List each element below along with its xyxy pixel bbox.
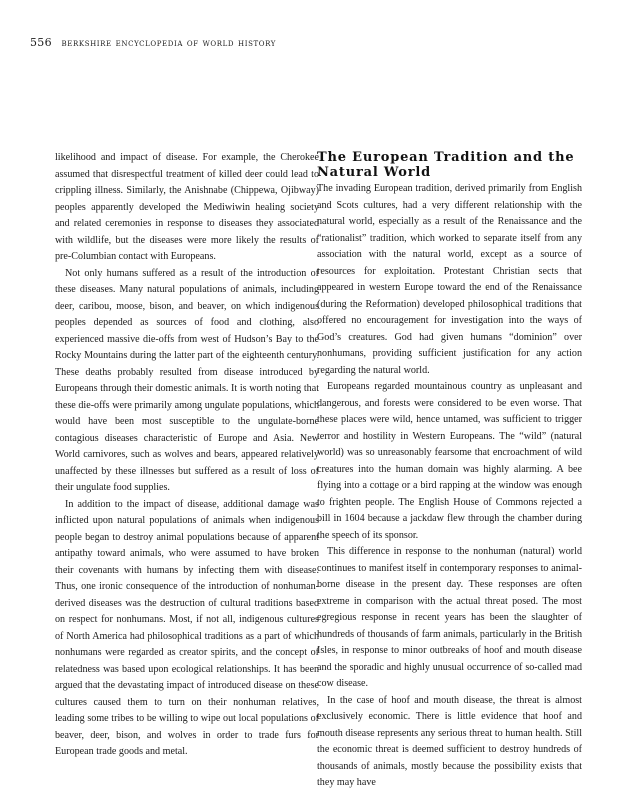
right-column [317, 150, 582, 792]
paragraph: In the case of hoof and mouth disease, the threat is almost exclusively economic. There is little evidence that hoof and mouth disease represents any serious threat to human health. Still the economic threat is deemed sufficient to destroy hundreds of thousands of animals, mostly because the possibility exists that they may have [317, 694, 582, 788]
paragraph: Europeans regarded mountainous country as unpleasant and dangerous, and forests were considered to be even worse. That these places were wild, hence untamed, was sufficient to trigger terror and hostility in Western Europeans. The “wild” (natural world) was so unreasonably fearsome that encroachment of wild creatures into the human domain was highly alarming. A bee flying into a cottage or a bird rapping at the window was enough to frighten people. The English House of Commons rejected a bill in 1604 because a jackdaw flew through the chamber during the speech of its sponsor. [317, 381, 582, 541]
paragraph: Not only humans suffered as a result of the introduction of these diseases. Many natural populations of animals, including deer, caribou, moose, bison, and beaver, on which indigenous peoples depended as sources of food and clothing, also experienced massive die-offs from west of Hudson’s Bay to the Rocky Mountains during the latter part of the eighteenth century. These deaths probably resulted from disease introduced by Europeans through their domestic animals. It is worth noting that these die-offs were primarily among ungulate populations, which would have been most susceptible to the ungulate-borne contagious diseases characteristic of Europe and Asia. New World carnivores, such as wolves and bears, appeared relatively unaffected by these illnesses but suffered as a result of loss of their ungulate food supplies. [55, 267, 319, 493]
running-title: berkshire encyclopedia of world history [61, 37, 276, 49]
paragraph: The invading European tradition, derived primarily from English and Scots cultures, had a very different relationship with the natural world, especially as a result of the Renaissance and the “rationalist” tradition, which worked to separate itself from any association with the natural world, except as a source of resources for exploitation. Protestant Christian sects that appeared in western Europe toward the end of the Renaissance (during the Reformation) developed philosophical traditions that offered no encouragement for investigation into the ways of God’s creatures. God had given humans “dominion” over nonhumans, providing sufficient justification for any action regarding the natural world. [317, 183, 582, 376]
left-column [55, 150, 319, 761]
section-heading: The European Tradition and the Natural World [317, 150, 575, 180]
paragraph: In addition to the impact of disease, additional damage was inflicted upon natural populations of animals when indigenous people began to destroy animal populations because of apparent antipathy toward animals, who were assumed to have broken their covenants with humans by infecting them with disease. Thus, one ironic consequence of the introduction of nonhuman-derived diseases was the destruction of cultural traditions based on respect for nonhumans. Most, if not all, indigenous cultures of North America had philosophical traditions as a part of which nonhumans were regarded as creator spirits, and the concept of relatedness was based upon ecological relationships. It has been argued that the devastating impact of introduced disease on these cultures caused them to turn on their nonhuman relatives, leading some tribes to be willing to wipe out local populations of beaver, deer, bison, and wolves in order to trade furs for European trade goods and metal. [55, 498, 319, 757]
paragraph: likelihood and impact of disease. For example, the Cherokee assumed that disrespectful treatment of killed deer could lead to crippling illness. Similarly, the Anishnabe (Chippewa, Ojibway) peoples apparently developed the Mediwiwin healing society and related ceremonies in response to diseases they associated with wildlife, but the diseases were more likely the results of pre-Columbian contact with Europeans. [55, 152, 319, 262]
paragraph: This difference in response to the nonhuman (natural) world continues to manifest itself in contemporary responses to animal-borne disease in the present day. These responses are often extreme in comparison with the actual threat posed. The most egregious response in recent years has been the slaughter of hundreds of thousands of farm animals, particularly in the British Isles, in response to minor outbreaks of hoof and mouth disease and the sporadic and highly unusual occurrence of so-called mad cow disease. [317, 546, 582, 689]
page-number: 556 [30, 36, 52, 49]
running-header [30, 36, 276, 49]
